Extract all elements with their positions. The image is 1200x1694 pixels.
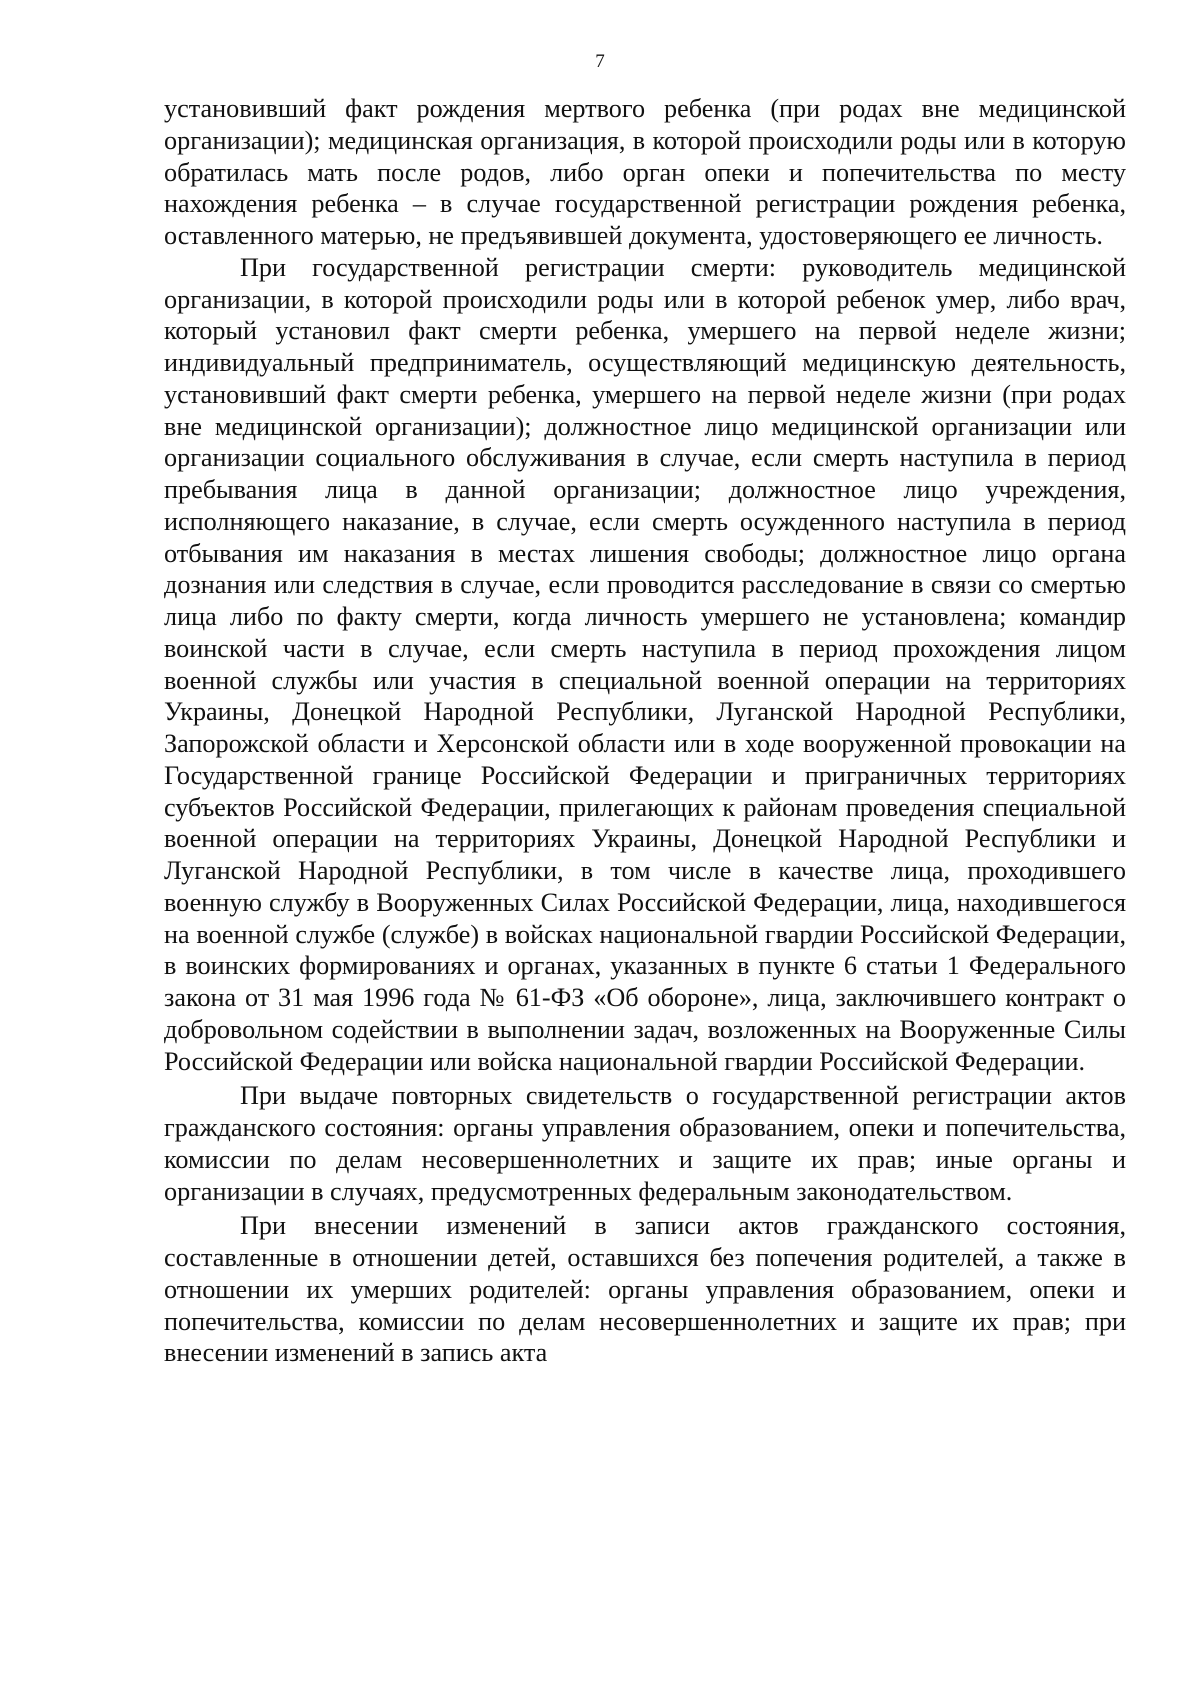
paragraph-record-amendments: При внесении изменений в записи актов гражданского состояния, составленные в отношении детей, оставшихся без попечения родителей, а также в отношении их умерших родителей: органы управления образованием, опеки и попечительства, комиссии по делам несовершеннолетних и защите их прав; при внесении изменений в запись акта: [164, 1211, 1126, 1368]
paragraph-continuation: установивший факт рождения мертвого ребенка (при родах вне медицинской организации); медицинская организация, в которой происходили роды или в которую обратилась мать после родов, либо орган опеки и попечительства по месту нахождения ребенка – в случае государственной регистрации рождения ребенка, оставленного матерью, не предъявившей документа, удостоверяющего ее личность.: [164, 94, 1126, 250]
document-body: [164, 93, 1126, 1369]
paragraph-death-registration: При государственной регистрации смерти: руководитель медицинской организации, в которой происходили роды или в которой ребенок умер, либо врач, который установил факт смерти ребенка, умершего на первой неделе жизни; индивидуальный предприниматель, осуществляющий медицинскую деятельность, установивший факт смерти ребенка, умершего на первой неделе жизни (при родах вне медицинской организации); должностное лицо медицинской организации или организации социального обслуживания в случае, если смерть наступила в период пребывания лица в данной организации; должностное лицо учреждения, исполняющего наказание, в случае, если смерть осужденного наступила в период отбывания им наказания в местах лишения свободы; должностное лицо органа дознания или следствия в случае, если проводится расследование в связи со смертью лица либо по факту смерти, когда личность умершего не установлена; командир воинской части в случае, если смерть наступила в период прохождения лицом военной службы или участия в специальной военной операции на территориях Украины, Донецкой Народной Республики, Луганской Народной Республики, Запорожской области и Херсонской области или в ходе вооруженной провокации на Государственной границе Российской Федерации и приграничных территориях субъектов Российской Федерации, прилегающих к районам проведения специальной военной операции на территориях Украины, Донецкой Народной Республики и Луганской Народной Республики, в том числе в качестве лица, проходившего военную службу в Вооруженных Силах Российской Федерации, лица, находившегося на военной службе (службе) в войсках национальной гвардии Российской Федерации, в воинских формированиях и органах, указанных в пункте 6 статьи 1 Федерального закона от 31 мая 1996 года № 61-ФЗ «Об обороне», лица, заключившего контракт о добровольном содействии в выполнении задач, возложенных на Вооруженные Силы Российской Федерации или войска национальной гвардии Российской Федерации.: [164, 252, 1126, 1076]
paragraph-repeat-certificates: При выдаче повторных свидетельств о государственной регистрации актов гражданского состояния: органы управления образованием, опеки и попечительства, комиссии по делам несовершеннолетних и защите их прав; иные органы и организации в случаях, предусмотренных федеральным законодательством.: [164, 1081, 1126, 1206]
page-number: 7: [595, 51, 605, 72]
